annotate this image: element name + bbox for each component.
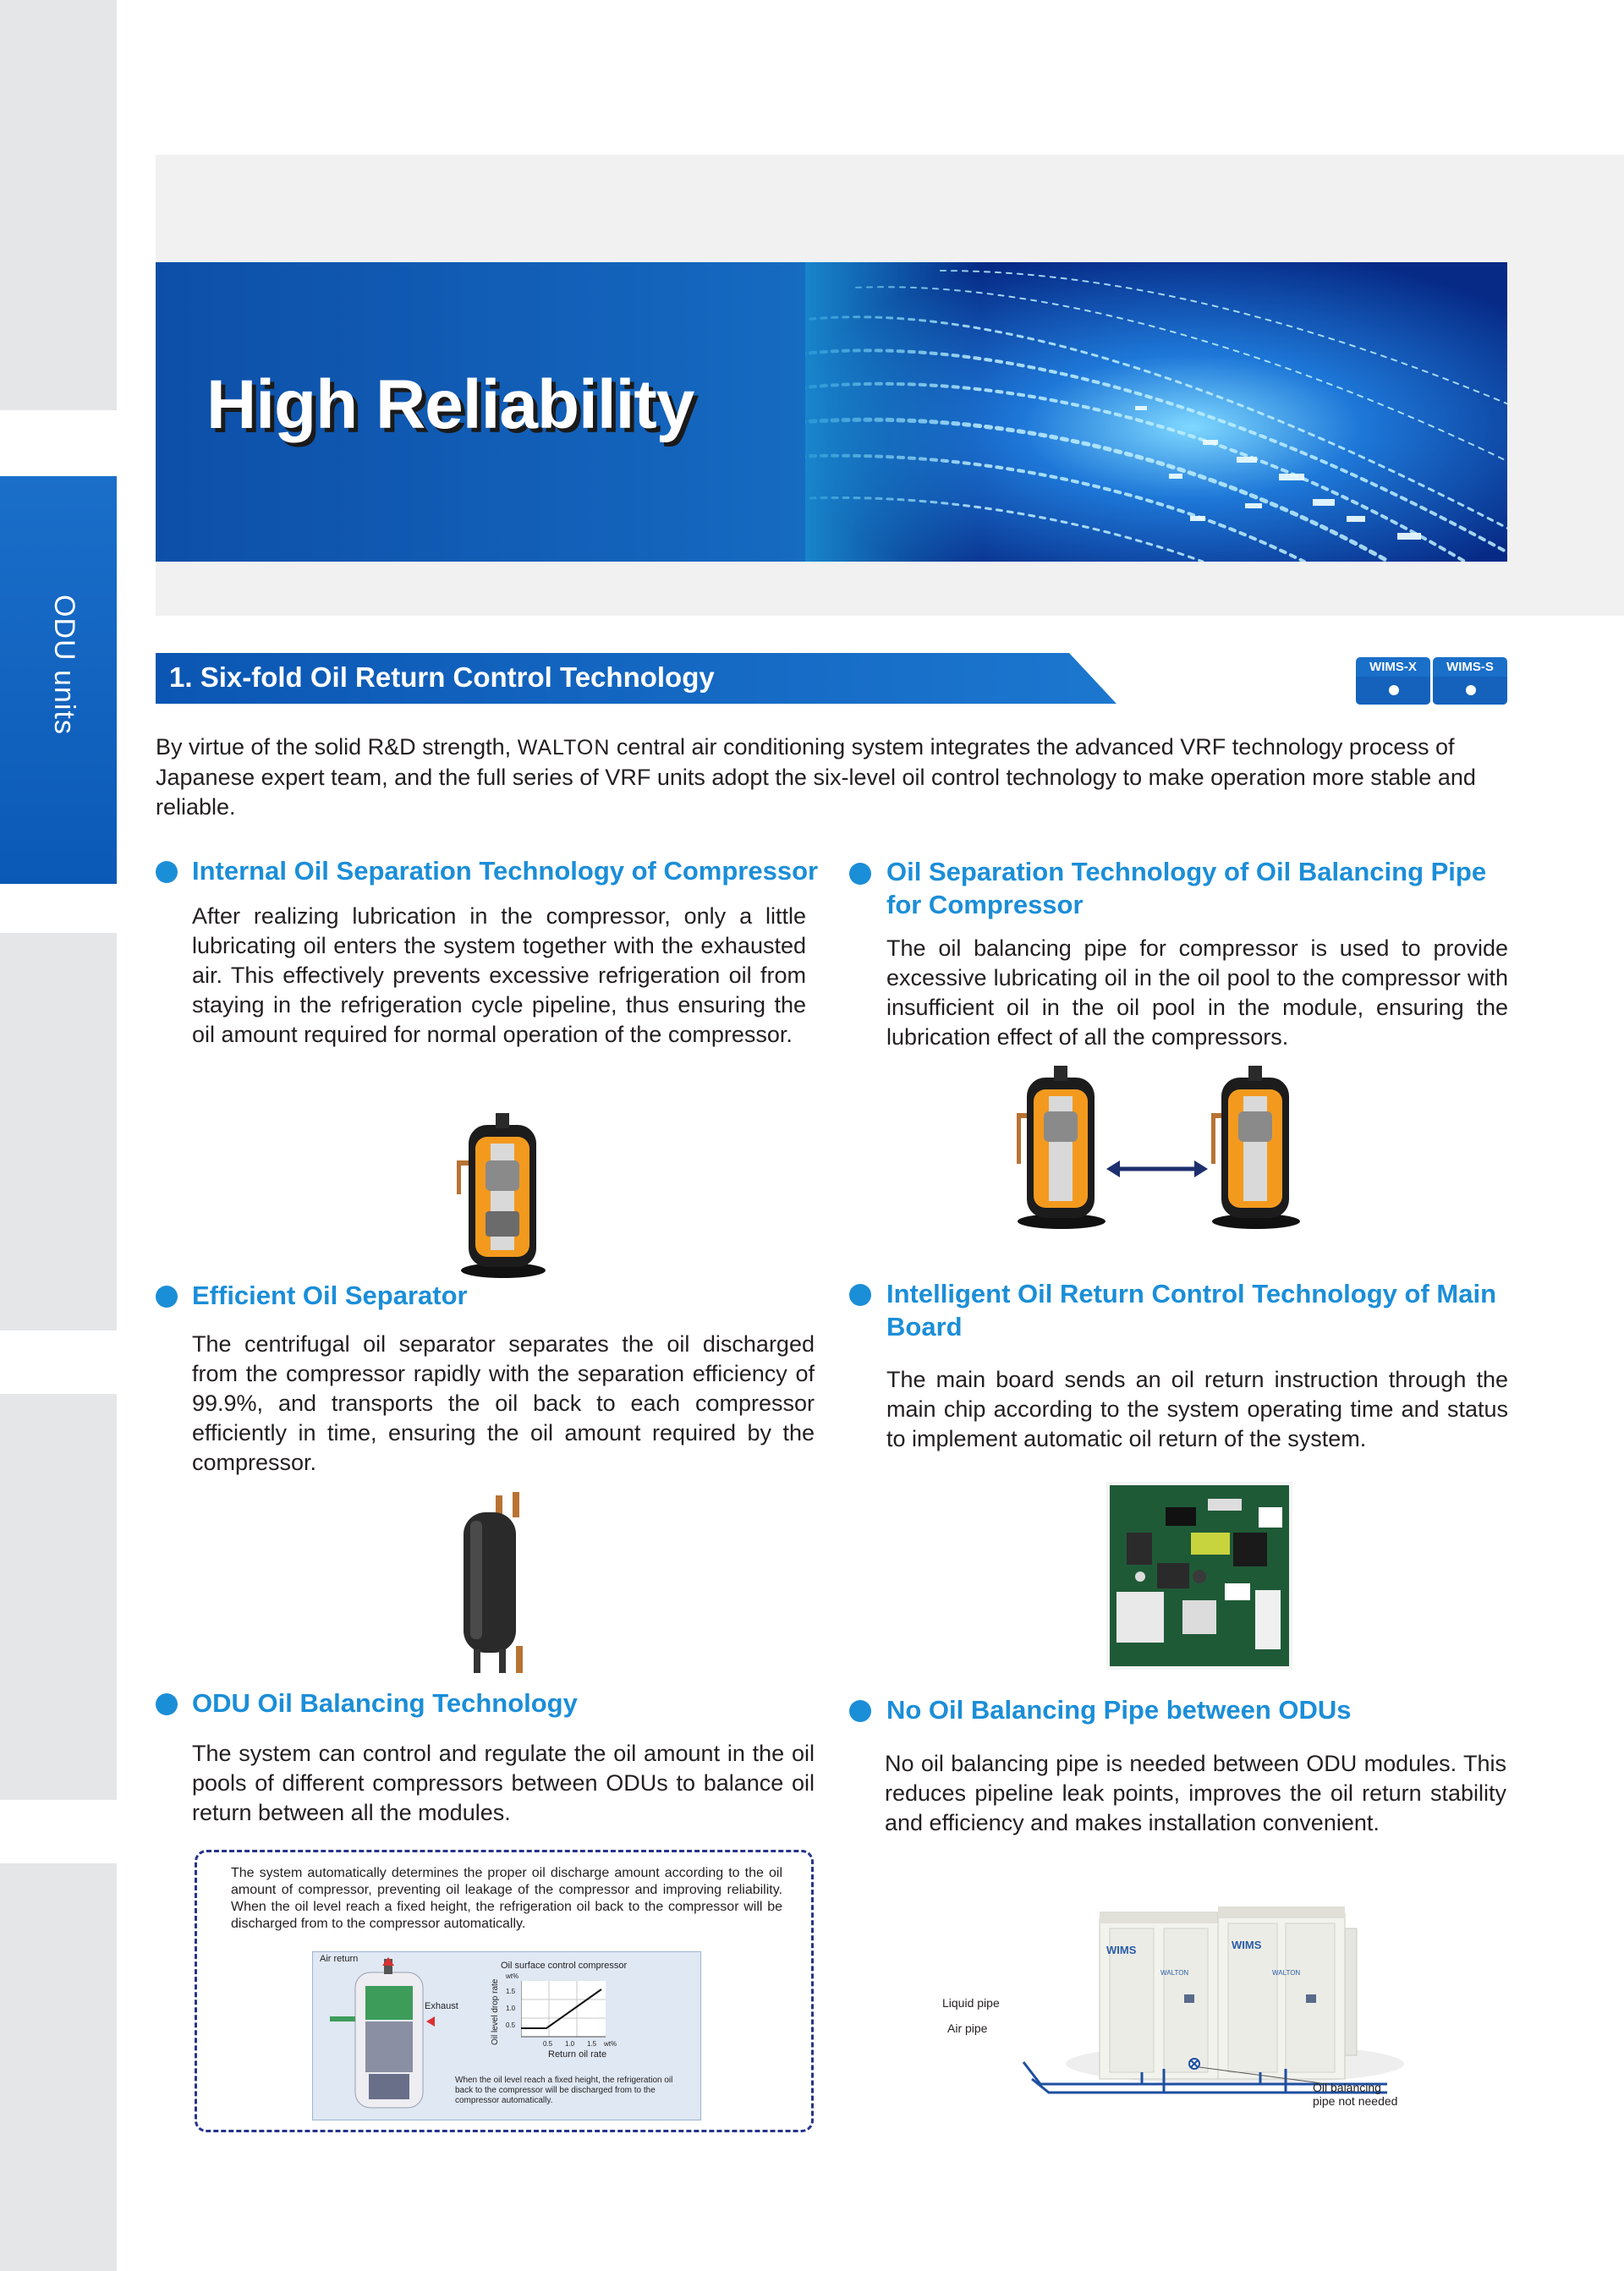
section-title-bar (156, 653, 1116, 704)
bullet-icon (156, 861, 178, 883)
y-tick: 1.0 (506, 2005, 516, 2012)
feature-2-title (886, 855, 1512, 921)
oil-balancing-label (1313, 2081, 1397, 2108)
title-banner (156, 262, 1507, 562)
intro-paragraph (156, 732, 1509, 822)
feature-4-title-line: Intelligent Oil Return Control Technology of Main (886, 1279, 1497, 1308)
oil-level-chart (521, 1981, 614, 2040)
bullet-icon (849, 863, 871, 885)
brand-name: WALTON (517, 736, 611, 760)
y-unit: wt% (506, 1972, 519, 1980)
feature-6-body: No oil balancing pipe is needed between ODU modules. This reduces pipeline leak points, improves the oil return stability and efficiency and makes installation convenient. (885, 1751, 1506, 1835)
page-title: High Reliability (206, 366, 694, 443)
feature-4-title-line: Board (886, 1312, 963, 1341)
x-tick: 0.5 (543, 2040, 553, 2048)
intro-text: By virtue of the solid R&D strength, (156, 734, 518, 760)
air-pipe-label: Air pipe (947, 2021, 988, 2035)
air-return-label: Air return (320, 1954, 359, 1964)
intro-text: central air conditioning system integrates the advanced VRF technology process of Japanese expert team, and the full series of VRF units adopt the six-level oil control technology to make operation more stable and reliable. (156, 734, 1476, 820)
feature-4-title (886, 1277, 1512, 1343)
supported-dot-icon (1389, 685, 1399, 695)
compressor-image (457, 1110, 550, 1279)
feature-2-body: The oil balancing pipe for compressor is used to provide excessive lubricating oil in the oil pool to the compressor with insufficient oil in the oil pool in the module, ensuring the lubrication effect of all the compressors. (886, 935, 1508, 1050)
side-tab-label: ODU units (48, 595, 80, 735)
oil-balancing-label-line: Oil balancing (1313, 2081, 1381, 2094)
oil-balancing-label-line: pipe not needed (1313, 2094, 1398, 2108)
exhaust-label: Exhaust (425, 2001, 458, 2011)
odu-brand-label: WIMS (1106, 1944, 1137, 1956)
y-axis-label: Oil level drop rate (491, 1978, 500, 2045)
diagram-caption: When the oil level reach a fixed height, the refrigeration oil back to the compressor will be discharged from to the compressor automatically. (455, 2076, 673, 2105)
side-tab-5[interactable] (0, 1863, 117, 2271)
feature-5-title: ODU Oil Balancing Technology (192, 1688, 578, 1718)
section-title: 1. Six-fold Oil Return Control Technology (169, 661, 715, 693)
odu-installation-figure (930, 1895, 1421, 2115)
compressor-pair-image (1015, 1062, 1303, 1231)
bullet-icon (849, 1284, 871, 1306)
feature-2-title-line: Oil Separation Technology of Oil Balancing Pipe (886, 857, 1487, 886)
feature-5-body: The system can control and regulate the oil amount in the oil pools of different compressors between ODUs to balance oil return between all the modules. (192, 1741, 815, 1825)
bullet-icon (156, 1286, 178, 1308)
side-tab-4[interactable] (0, 1394, 117, 1800)
odu-brand-label: WIMS (1232, 1939, 1262, 1951)
bullet-icon (156, 1693, 178, 1715)
digital-waves-image (805, 262, 1507, 562)
liquid-pipe-label: Liquid pipe (942, 1996, 1000, 2010)
side-tab-3[interactable] (0, 933, 117, 1330)
feature-1-body: After realizing lubrication in the compressor, only a little lubricating oil enters the system together with the exhausted air. This effectively prevents excessive refrigeration oil from staying in the refrigeration cycle pipeline, thus ensuring the oil amount required for normal operation of the compressor. (192, 903, 806, 1047)
x-axis-label: Return oil rate (548, 2049, 607, 2060)
y-tick: 0.5 (506, 2021, 516, 2029)
feature-2-title-line: for Compressor (886, 890, 1084, 919)
supported-dot-icon (1466, 685, 1476, 695)
oil-return-info-box (195, 1850, 814, 2132)
compressor-cutaway-image (321, 1957, 448, 2118)
oil-return-info-text: The system automatically determines the proper oil discharge amount according to the oil amount of compressor, preventing oil leakage of the compressor and improving reliability. When the oil level reach a fixed height, the refrigeration oil back to the compressor will be discharged from to the compressor automatically. (231, 1866, 782, 1931)
feature-6-title: No Oil Balancing Pipe between ODUs (886, 1695, 1352, 1725)
badge-wims-s (1433, 657, 1507, 705)
odu-maker-label: WALTON (1160, 1969, 1189, 1977)
y-tick: 1.5 (506, 1988, 516, 1995)
chart-title: Oil surface control compressor (501, 1961, 628, 1971)
x-tick: 1.5 (587, 2040, 597, 2048)
feature-3-title: Efficient Oil Separator (192, 1281, 468, 1310)
odu-maker-label: WALTON (1272, 1969, 1301, 1977)
main-board-image (1106, 1482, 1292, 1670)
double-arrow-icon (1106, 1160, 1208, 1177)
badge-label: WIMS-X (1369, 660, 1417, 674)
bullet-icon (849, 1700, 871, 1722)
badge-label: WIMS-S (1446, 660, 1494, 674)
badge-wims-x (1356, 657, 1430, 705)
side-tab-1[interactable] (0, 0, 117, 410)
x-unit: wt% (604, 2040, 617, 2048)
model-badges (1356, 657, 1508, 705)
feature-1-title: Internal Oil Separation Technology of Compressor (192, 856, 819, 886)
feature-4-body: The main board sends an oil return instruction through the main chip according to the system operating time and status to implement automatic oil return of the system. (886, 1367, 1508, 1451)
oil-separator-image (453, 1487, 538, 1675)
oil-level-diagram (312, 1951, 701, 2120)
side-tab-odu-units[interactable] (0, 476, 117, 884)
x-tick: 1.0 (565, 2040, 575, 2048)
feature-3-body: The centrifugal oil separator separates the oil discharged from the compressor rapidly with the separation efficiency of 99.9%, and transports the oil back to each compressor efficiently in time, ensuring the oil amount required by the compressor. (192, 1331, 815, 1475)
